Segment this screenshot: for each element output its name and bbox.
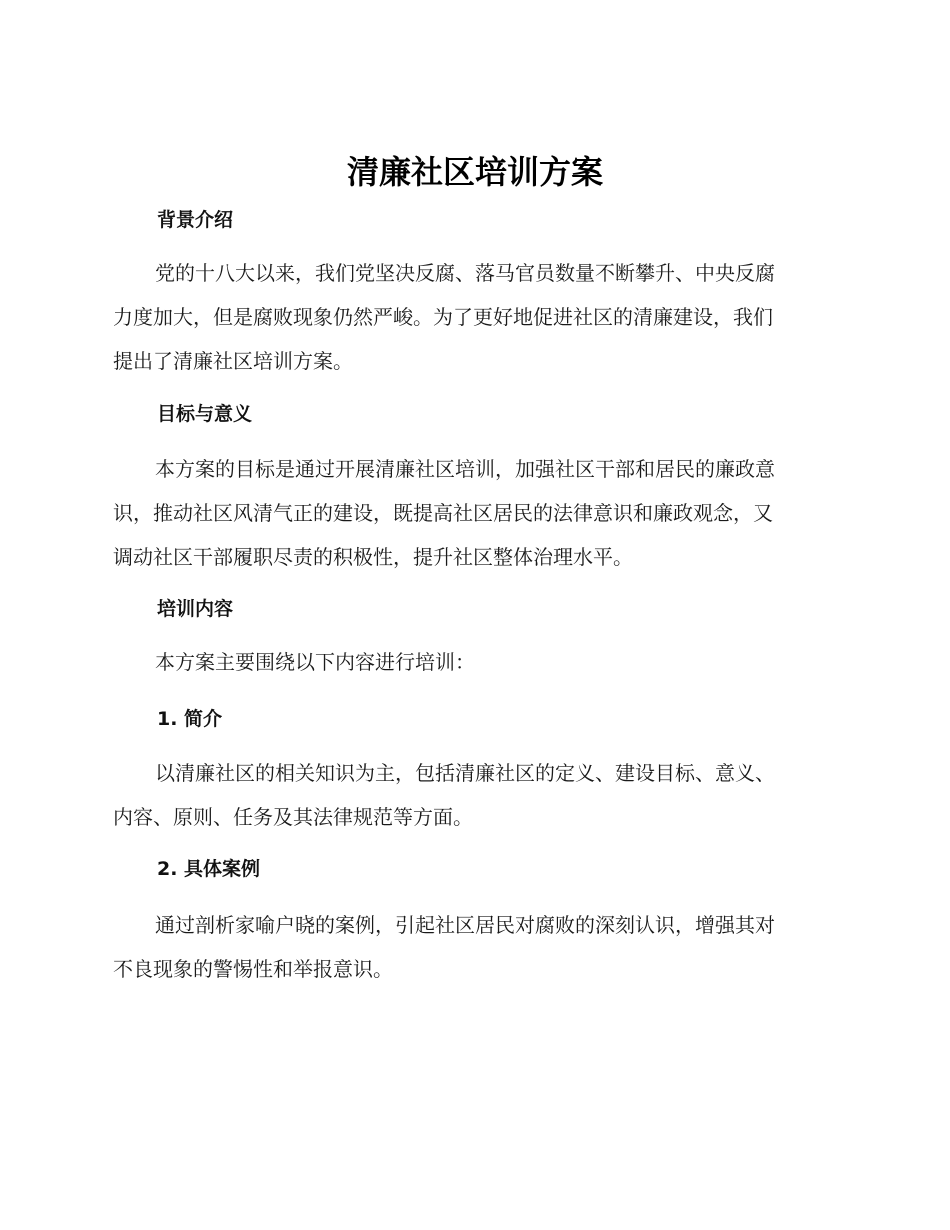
section-heading-goals: 目标与意义 xyxy=(157,403,253,425)
section-paragraph-cases xyxy=(113,903,833,991)
section-paragraph-intro xyxy=(113,751,833,839)
document-title: 清廉社区培训方案 xyxy=(346,153,603,191)
section-heading-intro: 1. 简介 xyxy=(157,708,223,730)
paragraph-line: 不良现象的警惕性和举报意识。 xyxy=(113,957,393,981)
paragraph-line: 调动社区干部履职尽责的积极性，提升社区整体治理水平。 xyxy=(113,545,633,569)
paragraph-line: 力度加大，但是腐败现象仍然严峻。为了更好地促进社区的清廉建设，我们 xyxy=(113,305,773,329)
paragraph-line: 本方案的目标是通过开展清廉社区培训，加强社区干部和居民的廉政意 xyxy=(155,457,775,481)
section-paragraph-background xyxy=(113,251,833,383)
paragraph-line: 识，推动社区风清气正的建设，既提高社区居民的法律意识和廉政观念，又 xyxy=(113,501,773,525)
section-heading-cases: 2. 具体案例 xyxy=(157,858,261,880)
paragraph-line: 内容、原则、任务及其法律规范等方面。 xyxy=(113,805,473,829)
paragraph-line: 本方案主要围绕以下内容进行培训： xyxy=(155,650,475,674)
section-heading-background: 背景介绍 xyxy=(157,209,234,231)
section-heading-content: 培训内容 xyxy=(157,598,234,620)
paragraph-line: 党的十八大以来，我们党坚决反腐、落马官员数量不断攀升、中央反腐 xyxy=(155,261,775,285)
paragraph-line: 通过剖析家喻户晓的案例，引起社区居民对腐败的深刻认识，增强其对 xyxy=(155,913,775,937)
section-paragraph-content xyxy=(113,640,833,684)
section-paragraph-goals xyxy=(113,447,833,579)
paragraph-line: 提出了清廉社区培训方案。 xyxy=(113,349,353,373)
paragraph-line: 以清廉社区的相关知识为主，包括清廉社区的定义、建设目标、意义、 xyxy=(155,761,775,785)
